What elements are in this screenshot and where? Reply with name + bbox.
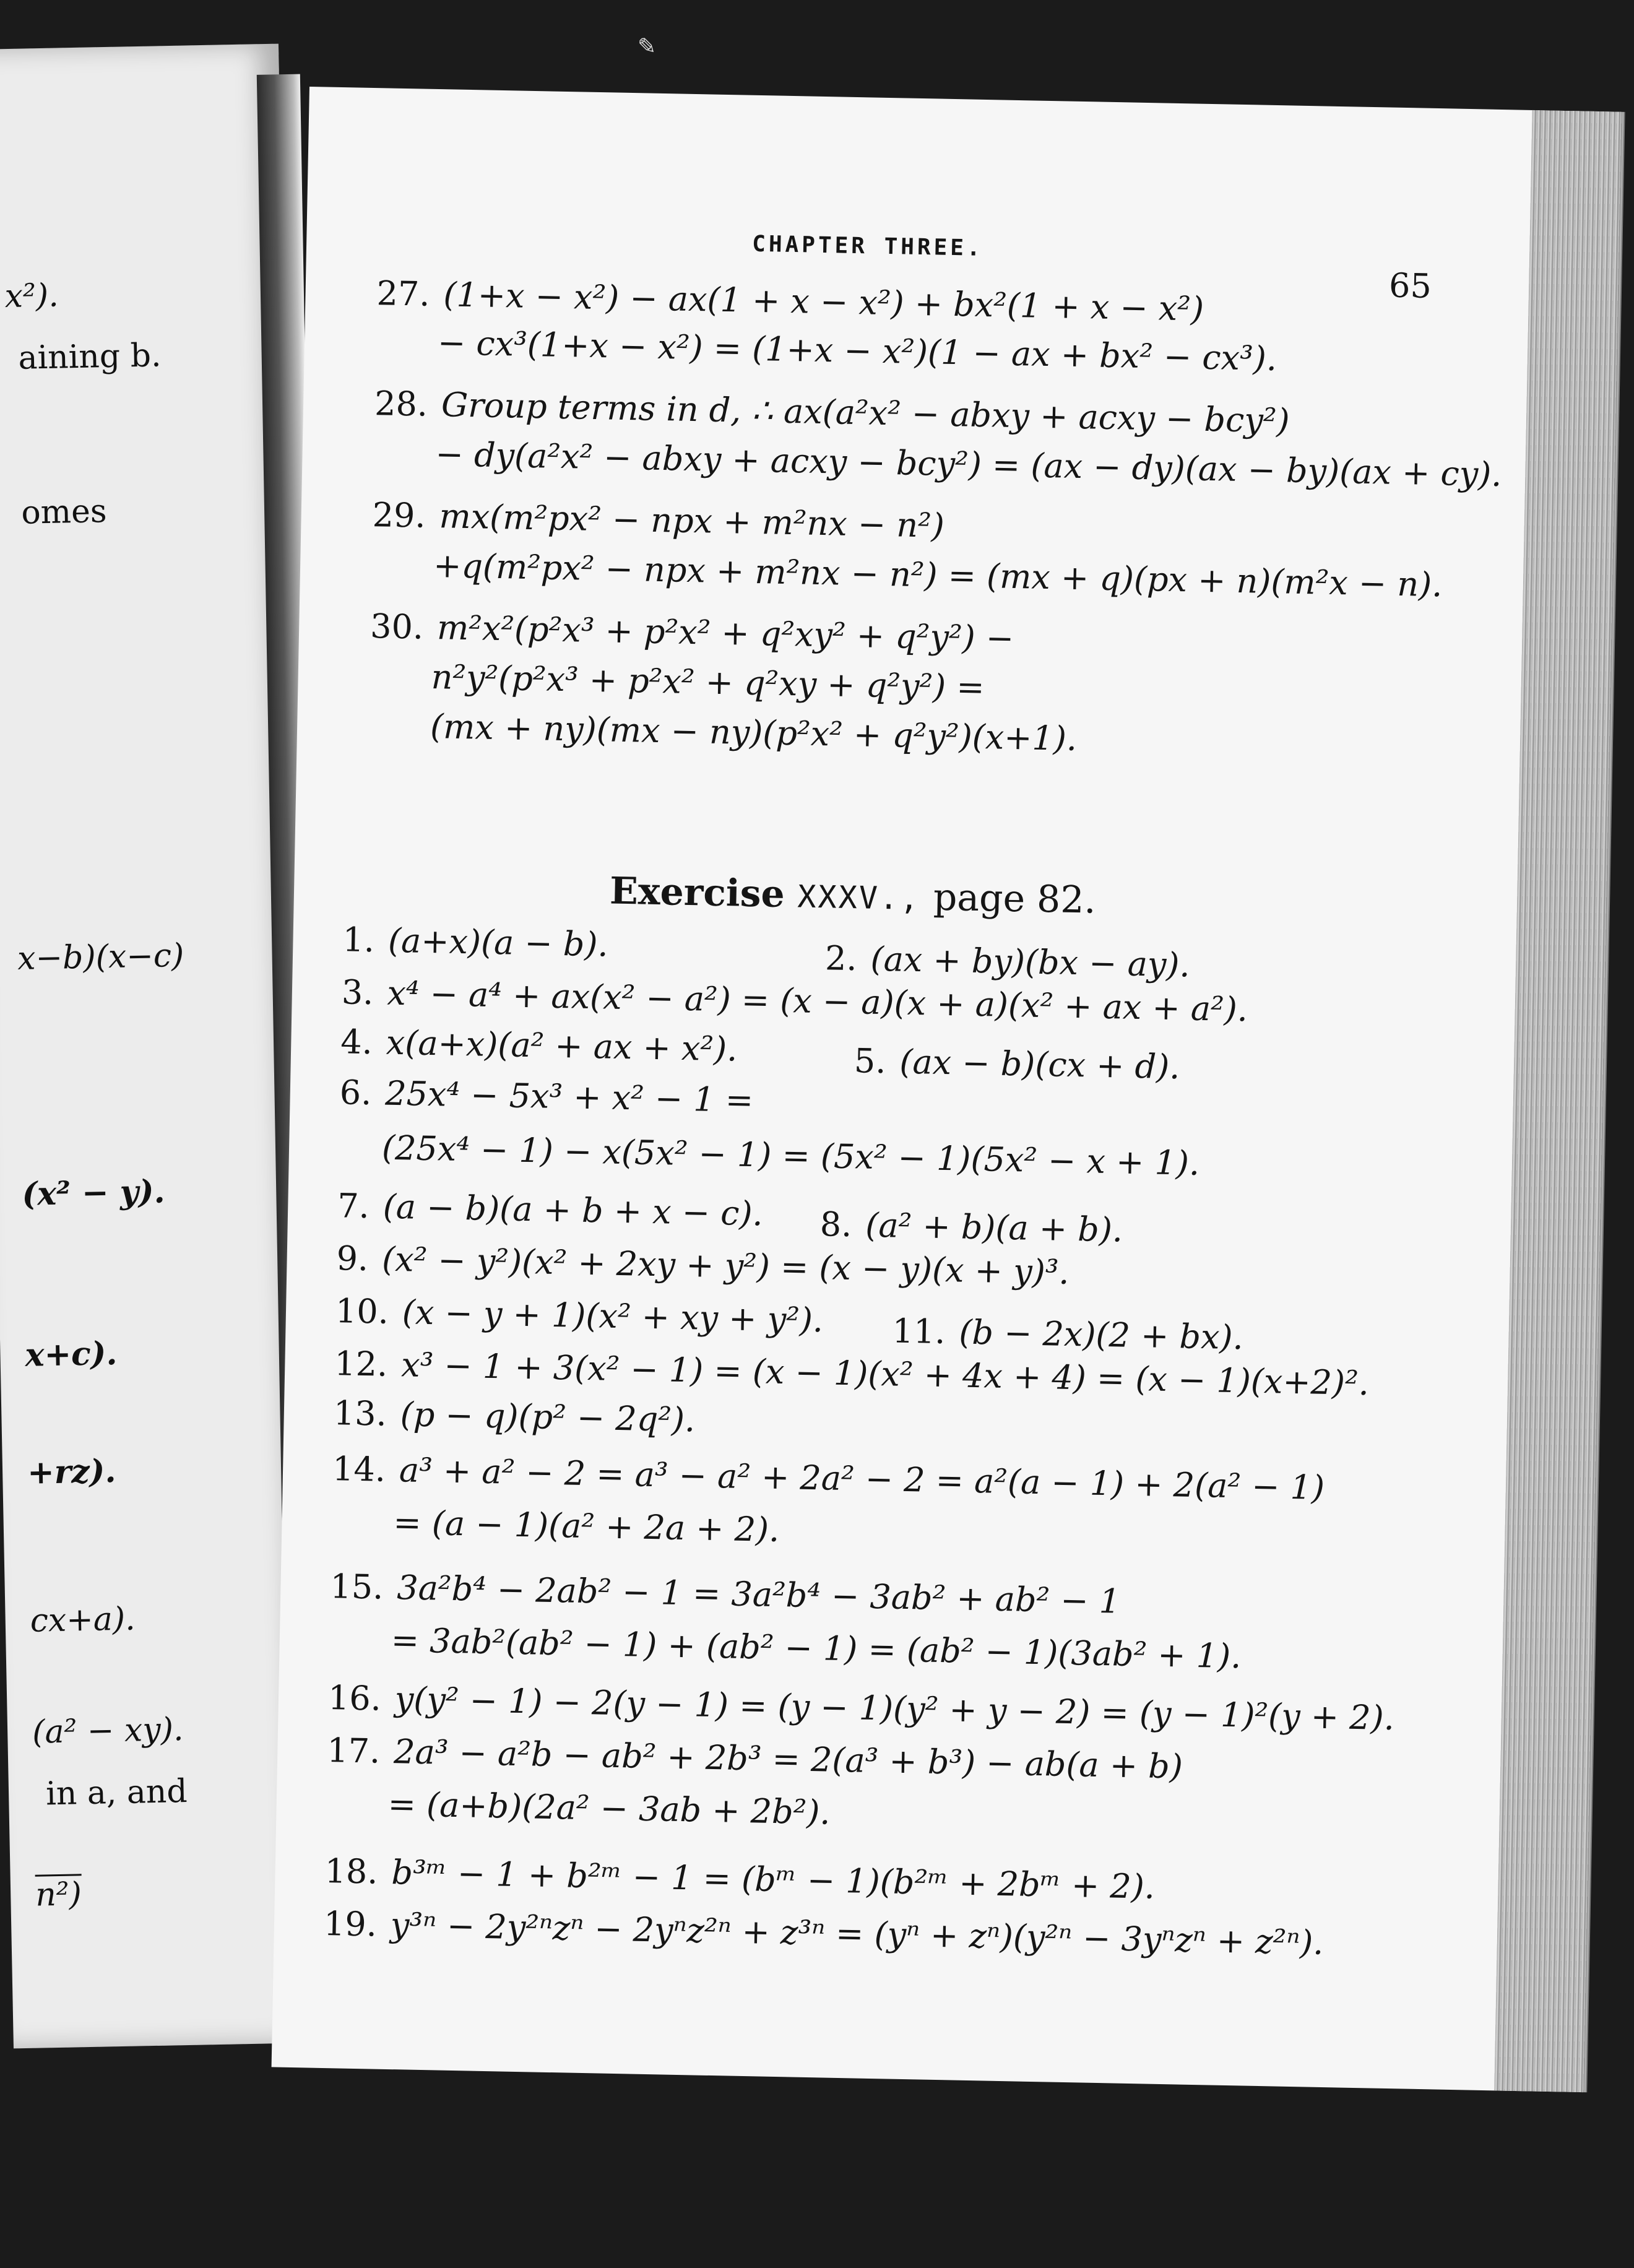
problem-30-line-2: n²y²(p²x³ + p²x² + q²xy + q²y²) = <box>431 657 985 708</box>
item-text: (p − q)(p² − 2q²). <box>400 1395 696 1440</box>
problem-number: 27. <box>376 274 431 314</box>
exercise-item-19 <box>323 1904 1324 1962</box>
running-head: CHAPTER THREE. <box>751 231 984 261</box>
problem-text: m²x²(p²x³ + p²x² + q²xy² + q²y²) − <box>436 608 1014 659</box>
item-number: 9. <box>336 1239 369 1279</box>
item-text: x⁴ − a⁴ + ax(x² − a²) = (x − a)(x + a)(x² + ax + a²). <box>386 973 1248 1029</box>
exercise-item-5 <box>854 1041 1180 1086</box>
exercise-item-13 <box>333 1393 696 1439</box>
exercise-item-10 <box>335 1291 823 1340</box>
exercise-item-6 <box>339 1073 753 1120</box>
exercise-heading <box>609 870 1096 922</box>
exercise-item-7 <box>337 1186 764 1233</box>
exercise-item-15-continued: = 3ab²(ab² − 1) + (ab² − 1) = (ab² − 1)(3ab² + 1). <box>391 1620 1242 1676</box>
left-page-fragment: (a² − xy). <box>32 1711 184 1751</box>
item-number: 13. <box>333 1393 387 1434</box>
item-number: 10. <box>335 1291 389 1331</box>
left-page-fragment: +rz). <box>27 1452 116 1492</box>
page-content <box>272 87 1523 2090</box>
exercise-item-9 <box>336 1239 1070 1292</box>
problem-28-line-1 <box>374 384 1290 440</box>
exercise-item-4 <box>340 1022 738 1068</box>
item-text: (a − b)(a + b + x − c). <box>383 1187 764 1234</box>
problem-text: mx(m²px² − npx + m²nx − n²) <box>439 496 945 545</box>
left-page-fragment: aining b. <box>18 337 162 377</box>
exercise-item-1 <box>342 920 608 964</box>
item-number: 3. <box>341 972 374 1013</box>
problem-30-line-1 <box>370 607 1014 658</box>
item-text: (x² − y²)(x² + 2xy + y²) = (x − y)(x + y)³. <box>381 1239 1070 1292</box>
right-page <box>272 87 1622 2092</box>
exercise-item-6-continued: (25x⁴ − 1) − x(5x² − 1) = (5x² − 1)(5x² − x + 1). <box>381 1128 1200 1183</box>
item-number: 15. <box>329 1567 384 1607</box>
exercise-heading-page: page 82. <box>933 875 1097 922</box>
item-text: b³ᵐ − 1 + b²ᵐ − 1 = (bᵐ − 1)(b²ᵐ + 2bᵐ + 2). <box>391 1853 1156 1907</box>
item-text: x(a+x)(a² + ax + x²). <box>386 1023 738 1069</box>
item-number: 12. <box>334 1344 388 1384</box>
item-number: 8. <box>819 1205 852 1245</box>
left-page-fragment: omes <box>20 493 108 532</box>
scan-blemish: ✎ <box>638 34 657 59</box>
exercise-item-14 <box>332 1449 1325 1507</box>
item-text: y³ⁿ − 2y²ⁿzⁿ − 2yⁿz²ⁿ + z³ⁿ = (yⁿ + zⁿ)(y²ⁿ − 3yⁿzⁿ + z²ⁿ). <box>390 1905 1325 1962</box>
item-text: (ax − b)(cx + d). <box>899 1042 1181 1087</box>
problem-text: Group terms in d, ∴ ax(a²x² − abxy + acxy − bcy²) <box>441 385 1290 441</box>
exercise-item-2 <box>825 938 1191 984</box>
item-text: 25x⁴ − 5x³ + x² − 1 = <box>384 1073 754 1120</box>
item-text: 2a³ − a²b − ab² + 2b³ = 2(a³ + b³) − ab(a + b) <box>393 1732 1183 1786</box>
left-page-fragment: n²) <box>35 1874 82 1913</box>
left-page-fragment: x−b)(x−c) <box>17 937 184 977</box>
left-page-fragment: in a, and <box>45 1772 188 1813</box>
item-text: (a+x)(a − b). <box>387 920 609 964</box>
item-number: 19. <box>323 1903 378 1944</box>
exercise-item-17 <box>327 1731 1183 1786</box>
exercise-item-16 <box>327 1678 1394 1738</box>
exercise-item-8 <box>819 1205 1123 1249</box>
problem-number: 30. <box>370 607 424 647</box>
item-number: 2. <box>824 938 858 979</box>
page-number: 65 <box>1388 266 1432 306</box>
item-number: 16. <box>327 1678 382 1718</box>
exercise-heading-word: Exercise <box>609 869 785 916</box>
item-text: 3a²b⁴ − 2ab² − 1 = 3a²b⁴ − 3ab² + ab² − 1 <box>396 1568 1121 1621</box>
exercise-item-11 <box>892 1311 1243 1357</box>
problem-29-line-2: +q(m²px² − npx + m²nx − n²) = (mx + q)(px + n)(m²x − n). <box>433 545 1443 605</box>
exercise-item-15 <box>330 1567 1121 1621</box>
problem-number: 28. <box>374 384 428 424</box>
item-number: 18. <box>324 1851 379 1892</box>
item-number: 11. <box>891 1311 946 1352</box>
problem-30-line-3: (mx + ny)(mx − ny)(p²x² + q²y²)(x+1). <box>430 706 1078 758</box>
item-number: 1. <box>342 920 375 960</box>
exercise-heading-roman: XXXV., <box>797 878 921 917</box>
problem-number: 29. <box>372 495 426 535</box>
exercise-item-18 <box>324 1851 1155 1907</box>
left-page-fragment: cx+a). <box>30 1600 136 1640</box>
left-page-fragment: x+c). <box>24 1334 118 1374</box>
left-page-fragment: (x² − y). <box>21 1172 166 1213</box>
item-number: 4. <box>340 1022 373 1062</box>
left-page-fragment: x²). <box>4 277 59 316</box>
item-text: x³ − 1 + 3(x² − 1) = (x − 1)(x² + 4x + 4) = (x − 1)(x+2)². <box>400 1345 1370 1403</box>
item-number: 5. <box>854 1041 887 1081</box>
item-text: a³ + a² − 2 = a³ − a² + 2a² − 2 = a²(a − 1) + 2(a² − 1) <box>399 1450 1325 1507</box>
problem-29-line-1 <box>372 495 945 545</box>
exercise-item-17-continued: = (a+b)(2a² − 3ab + 2b²). <box>387 1784 831 1832</box>
item-number: 17. <box>326 1731 381 1771</box>
exercise-item-14-continued: = (a − 1)(a² + 2a + 2). <box>392 1503 780 1549</box>
problem-27-line-2: − cx³(1+x − x²) = (1+x − x²)(1 − ax + bx² − cx³). <box>437 323 1277 379</box>
item-text: y(y² − 1) − 2(y − 1) = (y − 1)(y² + y − 2) = (y − 1)²(y + 2). <box>394 1679 1395 1738</box>
item-number: 14. <box>332 1449 386 1489</box>
item-text: (b − 2x)(2 + bx). <box>958 1312 1244 1357</box>
item-number: 6. <box>339 1073 372 1113</box>
item-text: (a² + b)(a + b). <box>865 1205 1123 1250</box>
item-number: 7. <box>337 1186 370 1226</box>
problem-27-line-1 <box>376 274 1204 329</box>
item-text: (ax + by)(bx − ay). <box>870 939 1191 985</box>
item-text: (x − y + 1)(x² + xy + y²). <box>402 1292 824 1340</box>
problem-text: (1+x − x²) − ax(1 + x − x²) + bx²(1 + x − x²) <box>443 275 1204 329</box>
problem-28-line-2: − dy(a²x² − abxy + acxy − bcy²) = (ax − dy)(ax − by)(ax + cy). <box>435 435 1503 495</box>
